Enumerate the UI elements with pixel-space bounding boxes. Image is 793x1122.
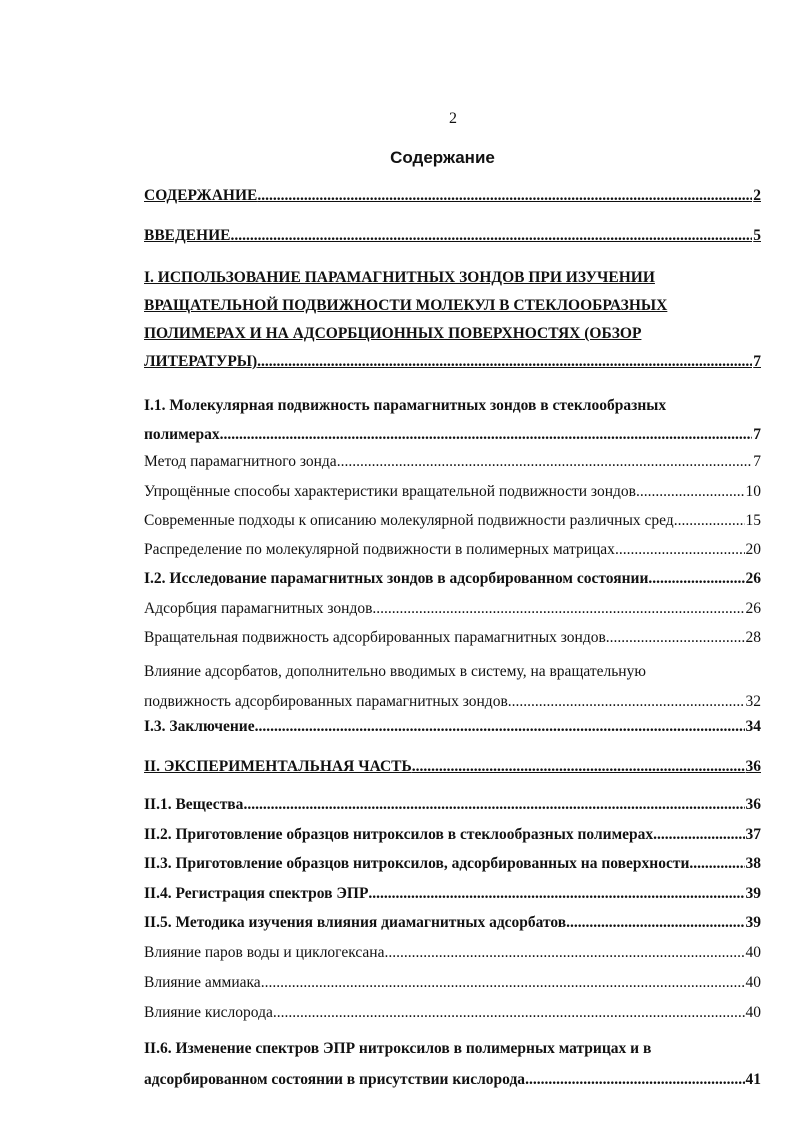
- toc-entry-text: адсорбированном состоянии в присутствии кислорода: [144, 1071, 526, 1088]
- leader-dots: [689, 854, 744, 874]
- leader-dots: [606, 628, 745, 648]
- toc-page-number: 5: [753, 227, 761, 244]
- leader-dots: [648, 569, 744, 589]
- toc-entry-section-1-3[interactable]: [144, 717, 761, 737]
- toc-entry-rotational-mobility[interactable]: [144, 628, 761, 648]
- toc-entry-section-2-4[interactable]: [144, 884, 761, 904]
- toc-page-number: 39: [745, 885, 761, 902]
- toc-entry-line: I. ИСПОЛЬЗОВАНИЕ ПАРАМАГНИТНЫХ ЗОНДОВ ПРИ ИЗУЧЕНИИ: [144, 269, 655, 286]
- toc-entry-line: ВРАЩАТЕЛЬНОЙ ПОДВИЖНОСТИ МОЛЕКУЛ В СТЕКЛООБРАЗНЫХ: [144, 297, 668, 314]
- toc-entry-line: I.1. Молекулярная подвижность парамагнитных зондов в стеклообразных: [144, 397, 667, 414]
- toc-entry-section-2-2[interactable]: [144, 825, 761, 845]
- leader-dots: [257, 186, 752, 206]
- toc-entry-text: Распределение по молекулярной подвижности в полимерных матрицах: [144, 541, 615, 558]
- toc-page-number: 37: [745, 826, 761, 843]
- toc-entry-section-2-1[interactable]: [144, 795, 761, 815]
- toc-entry-text: Влияние кислорода: [144, 1004, 273, 1021]
- leader-dots: [273, 1003, 745, 1023]
- toc-entry-line: Влияние адсорбатов, дополнительно вводимых в систему, на вращательную: [144, 663, 646, 680]
- toc-page-number: 2: [753, 187, 761, 204]
- toc-entry-contents[interactable]: [144, 186, 761, 206]
- toc-entry-chapter-1[interactable]: [144, 264, 761, 376]
- toc-entry-text: Влияние аммиака: [144, 974, 261, 991]
- toc-entry-introduction[interactable]: [144, 226, 761, 246]
- leader-dots: [243, 795, 744, 815]
- toc-page-number: 7: [753, 426, 761, 443]
- leader-dots: [255, 717, 745, 737]
- leader-dots: [674, 511, 745, 531]
- toc-entry-text: II.5. Методика изучения влияния диамагнитных адсорбатов: [144, 914, 567, 931]
- toc-entry-text: СОДЕРЖАНИЕ: [144, 187, 258, 204]
- leader-dots: [653, 825, 744, 845]
- toc-page-number: 38: [745, 855, 761, 872]
- toc-entry-text: Метод парамагнитного зонда: [144, 453, 337, 470]
- toc-entry-text: полимерах: [144, 426, 220, 443]
- leader-dots: [257, 348, 752, 376]
- toc-entry-text: Упрощённые способы характеристики вращательной подвижности зондов: [144, 483, 636, 500]
- toc-page-number: 32: [745, 693, 761, 710]
- toc-entry-simplified-methods[interactable]: [144, 482, 761, 502]
- toc-entry-adsorbates-influence[interactable]: [144, 657, 761, 717]
- toc-entry-text: I.3. Заключение: [144, 718, 255, 735]
- leader-dots: [220, 420, 753, 449]
- leader-dots: [261, 973, 745, 993]
- toc-page-number: 41: [745, 1071, 761, 1088]
- toc-page-number: 15: [745, 512, 761, 529]
- toc-entry-text: Вращательная подвижность адсорбированных парамагнитных зондов: [144, 629, 606, 646]
- leader-dots: [615, 540, 745, 560]
- page-number: 2: [449, 110, 457, 127]
- toc-page-number: 39: [745, 914, 761, 931]
- toc-entry-line: II.6. Изменение спектров ЭПР нитроксилов в полимерных матрицах и в: [144, 1040, 652, 1057]
- toc-entry-text: Влияние паров воды и циклогексана: [144, 944, 385, 961]
- leader-dots: [337, 452, 753, 472]
- toc-entry-section-2-6[interactable]: [144, 1033, 761, 1095]
- toc-entry-text: II.3. Приготовление образцов нитроксилов, адсорбированных на поверхности: [144, 855, 690, 872]
- leader-dots: [384, 943, 744, 963]
- toc-entry-section-1-2[interactable]: [144, 569, 761, 589]
- leader-dots: [636, 482, 745, 502]
- toc-entry-text: ВВЕДЕНИЕ: [144, 227, 231, 244]
- toc-entry-adsorption[interactable]: [144, 599, 761, 619]
- leader-dots: [368, 884, 744, 904]
- toc-page-number: 40: [745, 1004, 761, 1021]
- toc-page-number: 10: [745, 483, 761, 500]
- leader-dots: [566, 913, 744, 933]
- toc-entry-line: ПОЛИМЕРАХ И НА АДСОРБЦИОННЫХ ПОВЕРХНОСТЯХ (ОБЗОР: [144, 325, 642, 342]
- toc-entry-water-vapor[interactable]: [144, 943, 761, 963]
- leader-dots: [525, 1064, 744, 1095]
- toc-entry-section-2-3[interactable]: [144, 854, 761, 874]
- toc-page-number: 7: [753, 353, 761, 370]
- toc-entry-text: II.4. Регистрация спектров ЭПР: [144, 885, 369, 902]
- toc-entry-text: Современные подходы к описанию молекулярной подвижности различных сред: [144, 512, 674, 529]
- toc-entry-modern-approaches[interactable]: [144, 511, 761, 531]
- toc-entry-section-1-1[interactable]: [144, 391, 761, 449]
- toc-entry-text: II.1. Вещества: [144, 796, 244, 813]
- toc-entry-chapter-2[interactable]: [144, 757, 761, 777]
- toc-page-number: 36: [745, 758, 761, 775]
- page-title: Содержание: [390, 148, 495, 167]
- leader-dots: [508, 687, 745, 717]
- toc-entry-section-2-5[interactable]: [144, 913, 761, 933]
- toc-entry-text: подвижность адсорбированных парамагнитных зондов: [144, 693, 508, 710]
- toc-entry-mobility-distribution[interactable]: [144, 540, 761, 560]
- toc-entry-text: ЛИТЕРАТУРЫ): [144, 353, 258, 370]
- leader-dots: [376, 599, 744, 619]
- toc-page-number: 7: [753, 453, 761, 470]
- leader-dots: [412, 757, 745, 777]
- toc-entry-ammonia[interactable]: [144, 973, 761, 993]
- toc-page-number: 28: [745, 629, 761, 646]
- toc-entry-probe-method[interactable]: [144, 452, 761, 472]
- toc-page-number: 40: [745, 944, 761, 961]
- toc-page-number: 40: [745, 974, 761, 991]
- toc-page-number: 36: [745, 796, 761, 813]
- toc-entry-text: Адсорбция парамагнитных зондов.: [144, 600, 377, 617]
- toc-page-number: 26: [745, 600, 761, 617]
- toc-entry-text: II. ЭКСПЕРИМЕНТАЛЬНАЯ ЧАСТЬ: [144, 758, 412, 775]
- toc-page-number: 34: [745, 718, 761, 735]
- toc-entry-text: I.2. Исследование парамагнитных зондов в адсорбированном состоянии: [144, 570, 649, 587]
- toc-page-number: 26: [745, 570, 761, 587]
- toc-page-number: 20: [745, 541, 761, 558]
- toc-entry-oxygen[interactable]: [144, 1003, 761, 1023]
- leader-dots: [230, 226, 752, 246]
- toc-entry-text: II.2. Приготовление образцов нитроксилов в стеклообразных полимерах: [144, 826, 654, 843]
